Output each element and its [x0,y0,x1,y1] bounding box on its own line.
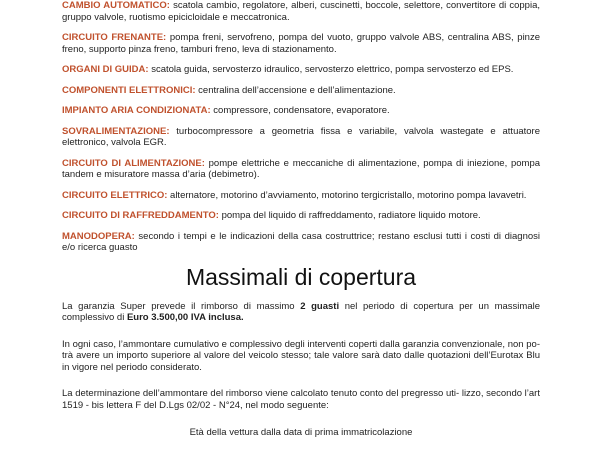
section-circuito-di-alimentazione [62,158,540,181]
law-reference-paragraph: La determinazione dell’ammontare del rimborso viene calcolato tenuto conto del pregresso uti- lizzo, secondo l’art 1519 - bis lettera F del D.Lgs 02/02 - N°24, nel modo seguente: [62,388,540,411]
section-impianto-aria-condizionata [62,105,540,117]
vehicle-age-cutoff-line: Età della vettura dalla data di prima immatricolazione [189,427,413,438]
section-manodopera [62,231,540,254]
section-label: ORGANI DI GUIDA: [62,64,149,75]
section-label: CAMBIO AUTOMATICO: [62,0,170,11]
coverage-text: nel periodo di copertura per un massimale complessivo di [62,300,540,323]
section-text: pompa freni, servofreno, pompa del vuoto, gruppo valvole ABS, centralina ABS, pinze freno, supporto pinza freno, tamburi freno, leva di stazionamento. [62,32,540,55]
section-text: centralina dell’accensione e dell’alimentazione. [198,84,396,96]
section-cambio-automatico [62,0,540,23]
coverage-amount-bold: Euro 3.500,00 IVA inclusa. [126,312,244,323]
section-label: SOVRALIMENTAZIONE: [62,125,170,137]
section-componenti-elettronici [62,85,540,97]
section-organi-di-guida [62,64,540,76]
coverage-text: La garanzia Super prevede il rimborso di massimo [62,300,301,312]
cap-value-paragraph: In ogni caso, l’ammontare cumulativo e complessivo degli interventi coperti dalla garanzia convenzionale, non po- trà avere un importo superiore al valore del veicolo stesso; tale valore sarà dato dalle quotazioni dell’Eurotax Blu in vigore nel periodo considerato. [62,338,540,373]
section-text: scatola guida, servosterzo idraulico, servosterzo elettrico, pompa servosterzo ed EPS. [151,64,514,75]
section-label: CIRCUITO ELETTRICO: [62,189,168,201]
coverage-paragraph [62,301,540,324]
section-text: pompa del liquido di raffreddamento, radiatore liquido motore. [221,210,481,221]
section-circuito-elettrico [62,190,540,202]
section-label: IMPIANTO ARIA CONDIZIONATA: [62,105,211,116]
section-text: compressore, condensatore, evaporatore. [213,105,390,116]
coverage-guasti-bold: 2 guasti [300,300,340,312]
section-text: scatola cambio, regolatore, alberi, cuscinetti, boccole, selettore, convertitore di coppia, gruppo valvole, ruotismo epicicloidale e meccatronica. [62,0,541,23]
section-sovralimentazione [62,126,540,149]
section-label: COMPONENTI ELETTRONICI: [62,84,196,96]
page-title: Massimali di copertura [185,263,417,290]
section-label: CIRCUITO DI ALIMENTAZIONE: [62,157,205,169]
section-circuito-di-raffreddamento [62,210,540,222]
section-text: pompe elettriche e meccaniche di alimentazione, pompa di iniezione, pompa tandem e misuratore massa d’aria (debimetro). [62,157,541,180]
section-circuito-frenante [62,32,540,55]
section-label: MANODOPERA: [62,230,135,242]
section-label: CIRCUITO FRENANTE: [62,32,167,43]
section-label: CIRCUITO DI RAFFREDDAMENTO: [62,210,219,221]
section-text: alternatore, motorino d’avviamento, motorino tergicristallo, motorino pompa lavavetri. [170,189,527,201]
section-text: turbocompressore a geometria fissa e variabile, valvola wastegate e attuatore elettronico, valvola EGR. [62,125,541,148]
document-body [62,0,540,448]
section-text: secondo i tempi e le indicazioni della casa costruttrice; restano esclusi tutti i costi di diagnosi e/o ricerca guasto [62,230,540,253]
